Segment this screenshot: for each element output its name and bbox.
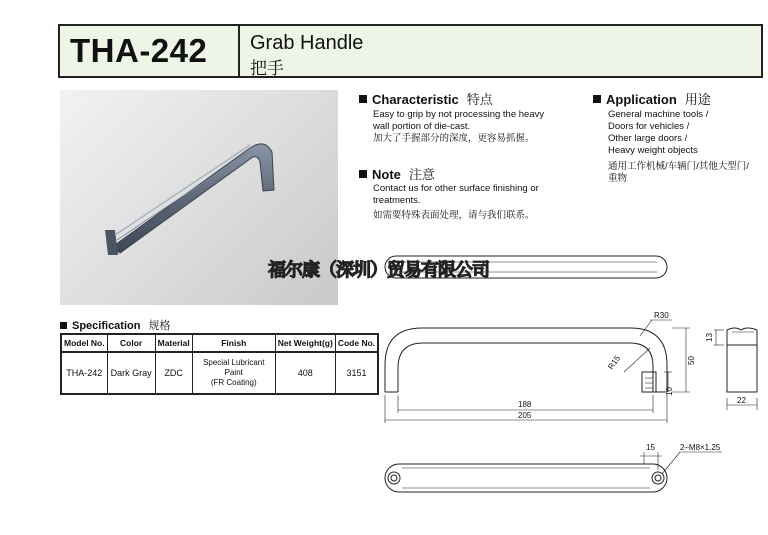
cell-code: 3151 (335, 352, 378, 394)
cell-finish (192, 352, 275, 394)
model-number: THA-242 (70, 32, 208, 69)
characteristic-line-cn: 加大了手握部分的深度，更容易抓握。 (373, 133, 535, 144)
note-line: treatments. (373, 195, 421, 206)
application-line: Other large doors / (608, 133, 688, 144)
col-material: Material (155, 334, 192, 352)
dim-l188: 188 (518, 400, 532, 409)
finish-line-2: (FR Coating) (210, 378, 257, 387)
col-code: Code No. (335, 334, 378, 352)
bullet-square-icon (60, 322, 67, 329)
cell-model: THA-242 (61, 352, 107, 394)
specification-title: Specification (72, 320, 141, 332)
application-line-cn: 通用工作机械/车辆门/其他大型门/ (608, 161, 749, 172)
application-title: Application (606, 92, 677, 107)
characteristic-line: wall portion of die-cast. (373, 121, 471, 132)
bottom-view-drawing (385, 452, 722, 492)
application-line: Doors for vehicles / (608, 121, 690, 132)
characteristic-line: Easy to grip by not processing the heavy (373, 109, 545, 120)
dim-h10: 10 (665, 387, 674, 396)
dim-l205: 205 (518, 411, 532, 420)
cell-material: ZDC (155, 352, 192, 394)
note-line-cn: 如需要特殊表面处理，请与我们联系。 (373, 210, 535, 221)
note-line: Contact us for other surface finishing or (373, 183, 539, 194)
dim-r15: R15 (606, 353, 623, 372)
col-model: Model No. (61, 334, 107, 352)
col-color: Color (107, 334, 155, 352)
dim-w22: 22 (737, 396, 746, 405)
application-title-cn: 用途 (684, 92, 711, 107)
company-watermark: 福尔康（深圳）贸易有限公司 (268, 260, 489, 280)
application-line: Heavy weight objects (608, 145, 698, 156)
note-title-cn: 注意 (408, 167, 435, 182)
dim-r30: R30 (654, 311, 669, 320)
dim-h13: 13 (705, 333, 714, 342)
dim-h50: 50 (687, 356, 696, 365)
finish-line-1: Special Lubricant Paint (203, 358, 265, 377)
col-weight: Net Weight(g) (275, 334, 335, 352)
dim-d15: 15 (646, 443, 655, 452)
table-header-row (61, 334, 378, 352)
specification-table (60, 333, 379, 395)
characteristic-title: Characteristic (372, 92, 459, 107)
section-view-drawing (714, 328, 757, 410)
col-finish: Finish (192, 334, 275, 352)
application-line: General machine tools / (608, 109, 709, 120)
product-name-en: Grab Handle (250, 32, 364, 54)
table-row (61, 352, 378, 394)
specification-title-cn: 规格 (148, 320, 171, 332)
product-name-cn: 把手 (250, 59, 284, 78)
cell-weight: 408 (275, 352, 335, 394)
application-line-cn: 重物 (608, 173, 628, 184)
specification-heading (60, 317, 170, 333)
cell-color: Dark Gray (107, 352, 155, 394)
characteristic-title-cn: 特点 (466, 92, 493, 107)
note-title: Note (372, 167, 401, 182)
dim-thread: 2–M8×1.25 (680, 443, 721, 452)
side-view-drawing (385, 328, 667, 392)
